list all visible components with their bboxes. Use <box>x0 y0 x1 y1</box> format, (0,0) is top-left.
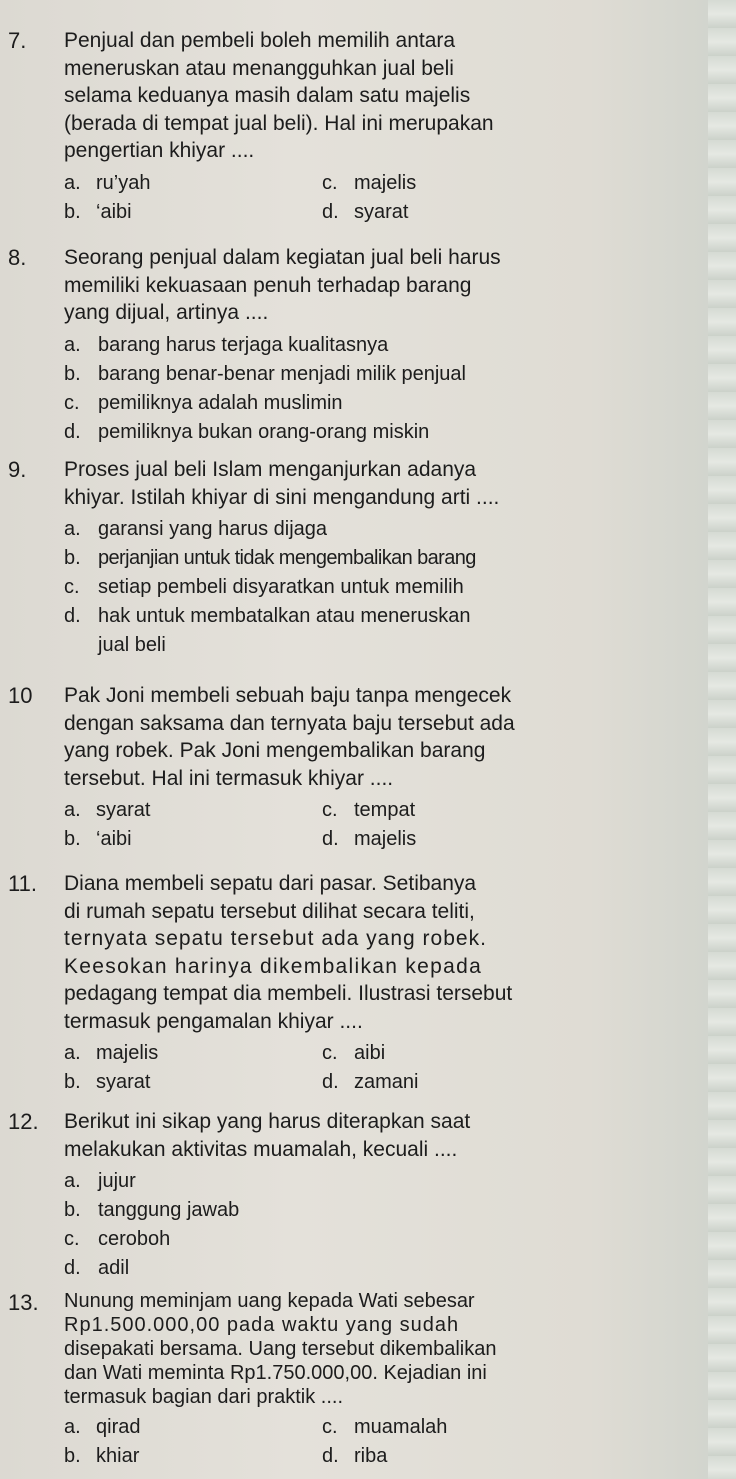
question-9 <box>8 456 708 660</box>
option-c[interactable]: c. muamalah <box>322 1416 448 1438</box>
option-c[interactable]: c. pemiliknya adalah muslimin <box>64 391 343 414</box>
option-c[interactable]: c. ceroboh <box>64 1228 171 1250</box>
option-b[interactable]: b. khiar <box>64 1445 140 1467</box>
question-10 <box>8 682 708 854</box>
question-number: 10 <box>8 683 33 708</box>
answer-options <box>64 1167 708 1283</box>
question-stem: Nunung meminjam uang kepada Wati sebesar Rp1.500.000,00 pada waktu yang sudah disepakati bersama. Uang tersebut dikembalikan dan Wati meminta Rp1.750.000,00. Kejadian ini termasuk bagian dari praktik .... <box>64 1290 497 1408</box>
question-8 <box>8 244 708 447</box>
question-number: 12. <box>8 1109 39 1134</box>
option-d[interactable]: d. zamani <box>322 1071 419 1093</box>
option-b[interactable]: b. syarat <box>64 1071 151 1093</box>
answer-options <box>64 515 708 660</box>
option-c[interactable]: c. aibi <box>322 1042 386 1064</box>
option-a[interactable]: a. barang harus terjaga kualitasnya <box>64 333 389 356</box>
question-stem: Proses jual beli Islam menganjurkan adanya khiyar. Istilah khiyar di sini mengandung arti .... <box>64 458 500 509</box>
option-a[interactable]: a. majelis <box>64 1042 159 1064</box>
question-stem: Diana membeli sepatu dari pasar. Setibanya di rumah sepatu tersebut dilihat secara teliti, ternyata sepatu tersebut ada yang robek. Keesokan harinya dikembalikan kepada pedagang tempat dia membeli. Ilustrasi tersebut termasuk pengamalan khiyar .... <box>64 872 513 1033</box>
option-c[interactable]: c. tempat <box>322 799 416 821</box>
option-a[interactable]: a. garansi yang harus dijaga <box>64 518 328 540</box>
question-number: 13. <box>8 1290 39 1315</box>
question-number: 11. <box>8 871 37 896</box>
question-11 <box>8 870 708 1097</box>
option-d-continuation: jual beli <box>98 634 166 656</box>
question-number: 7. <box>8 28 27 53</box>
answer-options <box>64 331 708 447</box>
answer-options <box>64 796 708 854</box>
option-d[interactable]: d. adil <box>64 1257 130 1279</box>
option-d[interactable]: d. syarat <box>322 200 409 223</box>
question-number: 8. <box>8 245 27 270</box>
page-edge-shadow <box>708 0 736 1479</box>
question-13 <box>8 1289 708 1471</box>
option-b[interactable]: b. ‘aibi <box>64 200 132 223</box>
option-c[interactable]: c. majelis <box>322 171 417 194</box>
option-b[interactable]: b. tanggung jawab <box>64 1199 240 1221</box>
option-d[interactable]: d. pemiliknya bukan orang-orang miskin <box>64 420 430 443</box>
question-stem: Penjual dan pembeli boleh memilih antara meneruskan atau menangguhkan jual beli selama keduanya masih dalam satu majelis (berada di tempat jual beli). Hal ini merupakan pengertian khiyar .... <box>64 29 494 162</box>
option-c[interactable]: c. setiap pembeli disyaratkan untuk memilih <box>64 576 464 598</box>
option-d[interactable]: d. riba <box>322 1445 388 1467</box>
option-b[interactable]: b. ‘aibi <box>64 828 132 850</box>
answer-options <box>64 169 708 227</box>
question-stem: Seorang penjual dalam kegiatan jual beli harus memiliki kekuasaan penuh terhadap barang yang dijual, artinya .... <box>64 246 501 324</box>
option-d[interactable]: d. majelis <box>322 828 417 850</box>
option-a[interactable]: a. ru’yah <box>64 171 151 194</box>
option-d[interactable]: d. hak untuk membatalkan atau meneruskan <box>64 605 471 627</box>
answer-options <box>64 1413 708 1471</box>
question-12 <box>8 1108 708 1283</box>
option-a[interactable]: a. syarat <box>64 799 151 821</box>
question-7 <box>8 27 708 227</box>
option-b[interactable]: b. perjanjian untuk tidak mengembalikan barang <box>64 547 476 569</box>
answer-options <box>64 1039 708 1097</box>
option-a[interactable]: a. qirad <box>64 1416 141 1438</box>
option-b[interactable]: b. barang benar-benar menjadi milik penjual <box>64 362 466 385</box>
question-stem: Berikut ini sikap yang harus diterapkan saat melakukan aktivitas muamalah, kecuali .... <box>64 1110 471 1161</box>
option-a[interactable]: a. jujur <box>64 1170 136 1192</box>
question-stem: Pak Joni membeli sebuah baju tanpa mengecek dengan saksama dan ternyata baju tersebut ada yang robek. Pak Joni mengembalikan barang tersebut. Hal ini termasuk khiyar .... <box>64 684 515 790</box>
question-number: 9. <box>8 457 27 482</box>
